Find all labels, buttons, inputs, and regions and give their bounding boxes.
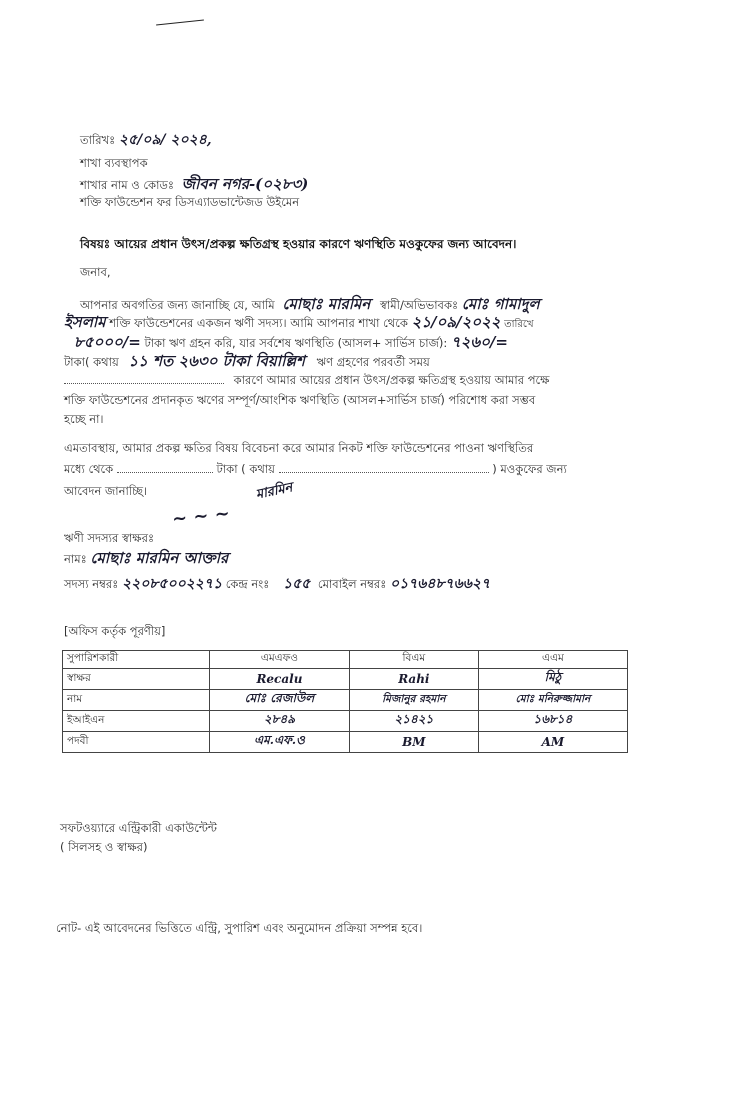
guardian-label: স্বামী/অভিভাবকঃ <box>379 298 459 312</box>
guardian-name-hand: মোঃ গামাদুল <box>461 295 540 313</box>
center-label: কেন্দ্র নংঃ <box>225 577 270 591</box>
member-text: শক্তি ফাউন্ডেশনের একজন ঋণী সদস্য। আমি আপনার শাখা থেকে <box>109 316 408 330</box>
bm-name: মিজানুর রহমান <box>382 692 446 705</box>
bm-designation: BM <box>402 735 426 749</box>
signature-label: ঋণী সদস্যর স্বাক্ষরঃ <box>64 531 155 545</box>
recipient-title: শাখা ব্যবস্থাপক <box>80 156 148 170</box>
balance-hand: ৭২৬০/= <box>450 333 508 351</box>
applicant-name-line <box>64 547 228 572</box>
am-signature: মিঠু <box>544 670 562 684</box>
body2-line1: এমতাবস্থায়, আমার প্রকল্প ক্ষতির বিষয় বিবেচনা করে আমার নিকট শক্তি ফাউন্ডেশনের পাওনা ঋণস্থিতির <box>64 441 534 455</box>
accountant-title: সফটওয়্যারে এন্ট্রিকারী একাউন্টেন্ট <box>60 821 217 835</box>
body2-part-b: টাকা ( কথায় <box>216 462 275 476</box>
office-row-designation <box>63 732 628 753</box>
applicant-signature-hand: মারমিন <box>254 480 294 503</box>
date-suffix: তারিখে <box>504 319 534 330</box>
date-value: ২৫/০৯/ ২০২৪, <box>118 132 212 148</box>
branch-value: জীবন নগর-(০২৮৩) <box>181 175 309 193</box>
reason-text: কারণে আমার আয়ের প্রধান উৎস/প্রকল্প ক্ষতিগ্রস্থ হওয়ায় আমার পক্ষে <box>233 373 550 387</box>
waiver-words-blank <box>279 472 489 473</box>
body1-line5 <box>64 372 549 391</box>
applicant-full-name-hand: মোছাঃ মারমিন আক্তার <box>90 549 229 567</box>
mobile-label: মোবাইল নম্বরঃ <box>317 577 387 591</box>
footer-note: নোট- এই আবেদনের ভিত্তিতে এন্ট্রি, সুপারিশ এবং অনুমোদন প্রক্রিয়া সম্পন্ন হবে। <box>56 921 423 935</box>
row-label-ein: ইআইএন <box>63 711 210 732</box>
mfo-ein: ২৮৪৯ <box>263 712 296 726</box>
office-table <box>62 650 628 753</box>
org-name: শক্তি ফাউন্ডেশন ফর ডিসএ্যাডভান্টেজড উইমেন <box>80 195 300 209</box>
office-row-name <box>63 690 628 711</box>
where-hand: ১১ শত ২৬৩০ টাকা বিয়াল্লিশ <box>128 352 305 370</box>
office-title: [অফিস কর্তৃক পূরণীয়] <box>64 624 166 638</box>
body1-line7: হচ্ছে না। <box>64 412 104 426</box>
guardian-name-hand-2: ইসলাম <box>64 313 106 331</box>
row-label-name: নাম <box>63 690 210 711</box>
loan-amount-hand: ৮৫০০০/= <box>74 333 141 351</box>
waiver-amount-blank <box>117 472 213 473</box>
mfo-designation: এম.এফ.ও <box>254 733 305 747</box>
reason-blank <box>64 383 224 384</box>
member-no-hand: ২২০৮৫০০২২৭১ <box>121 576 223 592</box>
body1-intro: আপনার অবগতির জন্য জানাচ্ছি যে, আমি <box>80 298 275 312</box>
office-header-row <box>63 651 628 669</box>
accountant-seal-note: ( সিলসহ ও স্বাক্ষর) <box>60 840 148 854</box>
date-line <box>80 128 212 152</box>
after-text: ঋণ গ্রহণের পরবর্তী সময় <box>316 355 430 369</box>
branch-label: শাখার নাম ও কোডঃ <box>80 178 175 192</box>
loan-text: টাকা ঋণ গ্রহন করি, যার সর্বশেষ ঋণস্থিতি (আসল+ সার্ভিস চার্জ): <box>144 336 448 350</box>
center-hand: ১৫৫ <box>283 576 311 592</box>
col-mfo: এমএফও <box>210 651 350 669</box>
where-label: টাকা( কথায় <box>64 355 119 369</box>
body2-line2 <box>64 461 567 480</box>
col-bm: বিএম <box>349 651 478 669</box>
am-ein: ১৬৮১৪ <box>533 712 573 726</box>
salutation: জনাব, <box>80 265 111 279</box>
member-info-line <box>64 572 490 596</box>
col-recommender: সুপারিশকারী <box>63 651 210 669</box>
top-pen-mark <box>156 19 204 25</box>
bm-signature: Rahi <box>398 672 430 686</box>
body2-line3: আবেদন জানাচ্ছি। <box>64 484 148 498</box>
bm-ein: ২১৪২১ <box>394 712 434 726</box>
row-label-signature: স্বাক্ষর <box>63 669 210 690</box>
date-label: তারিখঃ <box>80 133 116 147</box>
mfo-name: মোঃ রেজাউল <box>244 691 315 705</box>
row-label-designation: পদবী <box>63 732 210 753</box>
body1-line6: শক্তি ফাউন্ডেশনের প্রদানকৃত ঋণের সম্পূর্ণ/আংশিক ঋণস্থিতি (আসল+সার্ভিস চার্জ) পরিশোধ করা সম্ভব <box>64 393 536 407</box>
mobile-hand: ০১৭৬৪৮৭৬৬২৭ <box>390 576 491 592</box>
am-name: মোঃ মনিরুজ্জামান <box>515 692 591 705</box>
loan-date-hand: ২১/০৯/২০২২ <box>411 313 501 331</box>
am-designation: AM <box>541 735 565 749</box>
subject-line: বিষয়ঃ আয়ের প্রধান উৎস/প্রকল্প ক্ষতিগ্রস্থ হওয়ার কারণে ঋণস্থিতি মওকুফের জন্য আবেদন। <box>80 237 517 251</box>
office-row-ein <box>63 711 628 732</box>
col-am: এএম <box>478 651 627 669</box>
signature-scribble: ~ ~ ~ <box>171 503 231 530</box>
body2-part-c: ) মওকুফের জন্য <box>492 462 567 476</box>
member-no-label: সদস্য নম্বরঃ <box>64 577 119 591</box>
applicant-name-hand: মোছাঃ মারমিন <box>282 295 371 313</box>
body2-part-a: মধ্যে থেকে <box>64 462 114 476</box>
name-label: নামঃ <box>64 552 87 566</box>
mfo-signature: Recalu <box>256 672 303 686</box>
office-row-signature <box>63 669 628 690</box>
